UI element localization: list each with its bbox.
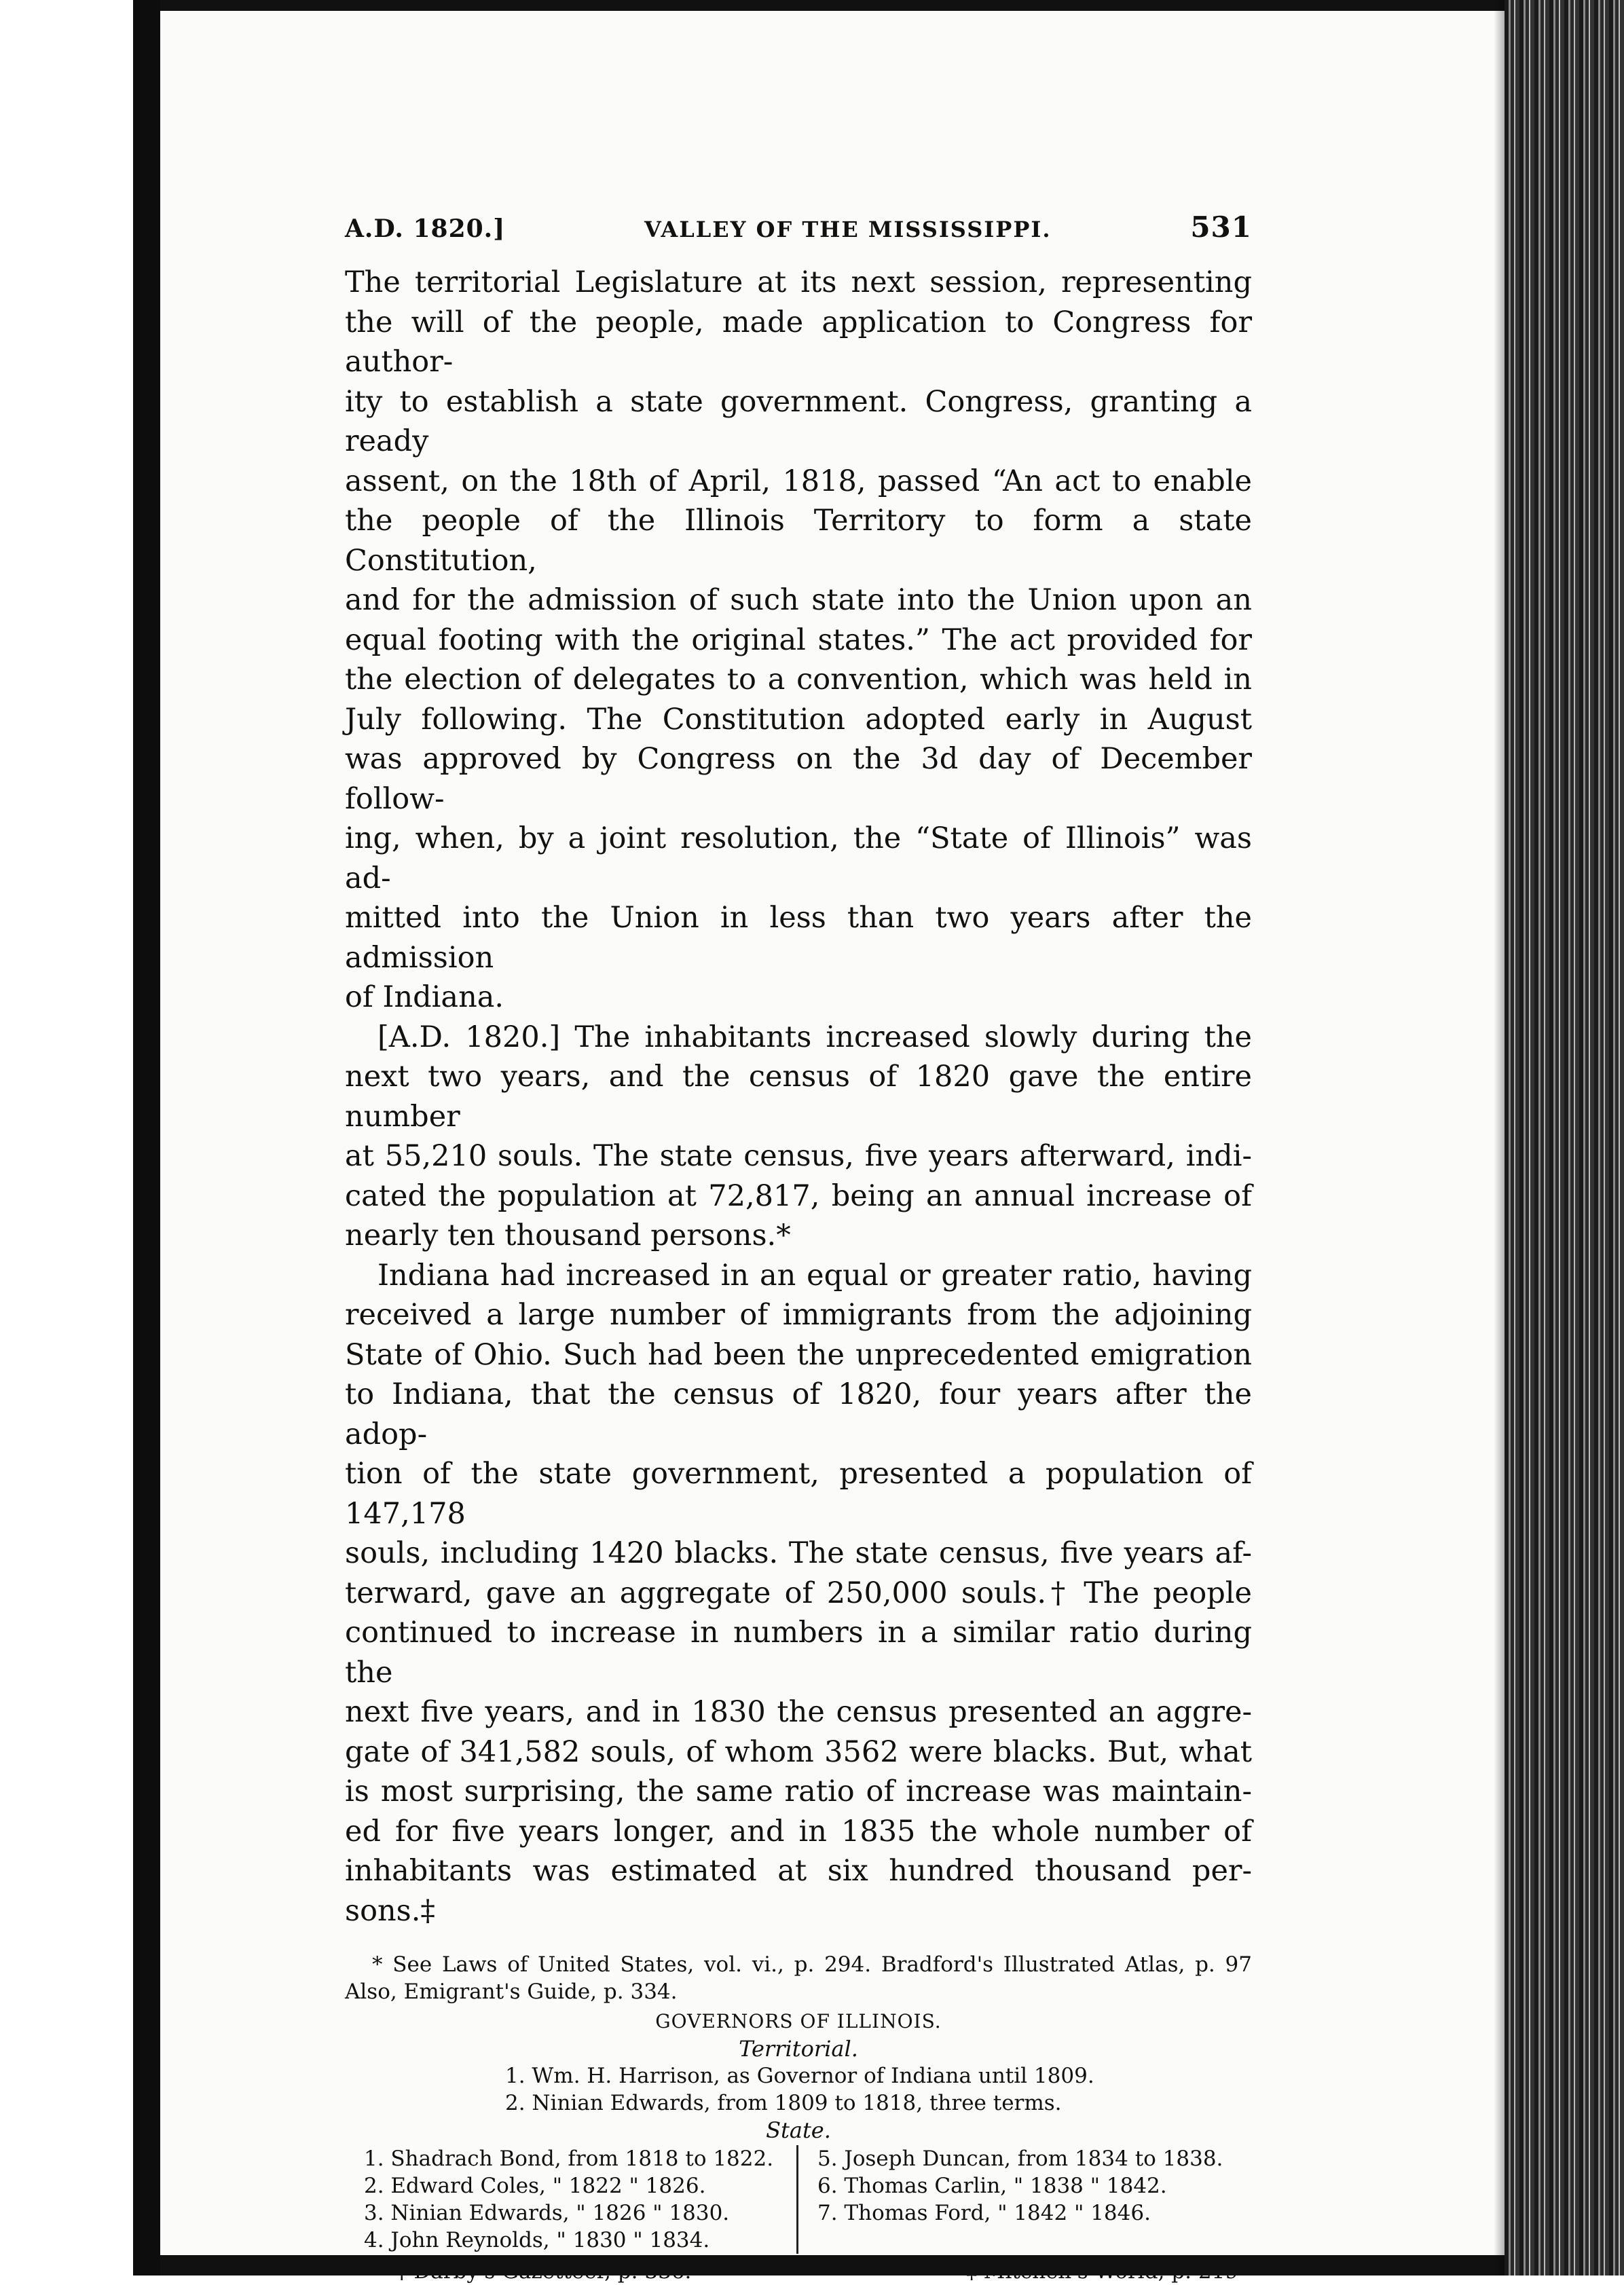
running-head-title: VALLEY OF THE MISSISSIPPI.	[644, 217, 1052, 242]
state-governors-right-column	[798, 2145, 1252, 2254]
text-line: continued to increase in numbers in a similar ratio during the	[345, 1616, 1252, 1690]
paragraph-2	[345, 1018, 1252, 1256]
running-head	[345, 210, 1252, 244]
page-number: 531	[1190, 210, 1252, 244]
text-line: sons.‡	[345, 1893, 435, 1928]
state-governor: 2. Edward Coles, " 1822 " 1826.	[364, 2174, 706, 2198]
state-governors-left-column	[345, 2145, 798, 2254]
text-line: and for the admission of such state into the Union upon an	[345, 583, 1252, 617]
state-governor: 4. John Reynolds, " 1830 " 1834.	[364, 2228, 710, 2252]
text-line: at 55,210 souls. The state census, five years afterward, indi-	[345, 1139, 1252, 1173]
facing-page-edge	[0, 0, 135, 2275]
paragraph-3	[345, 1256, 1252, 1931]
state-governor: 1. Shadrach Bond, from 1818 to 1822.	[364, 2147, 774, 2171]
text-line: of Indiana.	[345, 980, 504, 1014]
state-governors-table	[345, 2145, 1252, 2254]
text-line: State of Ohio. Such had been the unprecedented emigration	[345, 1337, 1252, 1372]
governors-heading: GOVERNORS OF ILLINOIS.	[655, 2010, 942, 2032]
state-governor: 3. Ninian Edwards, " 1826 " 1830.	[364, 2201, 730, 2225]
footnote-star-continued: Also, Emigrant's Guide, p. 334.	[345, 1980, 678, 2004]
text-line: the will of the people, made application to Congress for author-	[345, 305, 1252, 379]
text-line: cated the population at 72,817, being an annual increase of	[345, 1178, 1252, 1213]
state-governor: 6. Thomas Carlin, " 1838 " 1842.	[817, 2174, 1167, 2198]
text-line: next two years, and the census of 1820 gave the entire number	[345, 1060, 1252, 1134]
text-line: assent, on the 18th of April, 1818, passed “An act to enable	[345, 464, 1252, 498]
text-line: nearly ten thousand persons.*	[345, 1219, 791, 1252]
text-line: gate of 341,582 souls, of whom 3562 were blacks. But, what	[345, 1734, 1252, 1769]
state-governor: 5. Joseph Duncan, from 1834 to 1838.	[817, 2147, 1223, 2171]
footnote-double-dagger: ‡ Mitchell's World, p. 219	[966, 2259, 1238, 2284]
paragraph-1	[345, 263, 1252, 1018]
text-line: tion of the state government, presented a population of 147,178	[345, 1457, 1252, 1531]
text-line: terward, gave an aggregate of 250,000 souls.† The people	[345, 1576, 1252, 1610]
text-line: ing, when, by a joint resolution, the “State of Illinois” was ad-	[345, 821, 1252, 895]
text-line: mitted into the Union in less than two years after the admission	[345, 901, 1252, 975]
state-label: State.	[766, 2117, 831, 2143]
territorial-governor: 2. Ninian Edwards, from 1809 to 1818, three terms.	[505, 2091, 1062, 2115]
state-governor: 7. Thomas Ford, " 1842 " 1846.	[817, 2201, 1151, 2225]
footnote-dagger: † Darby's Gazetteer, p. 336.	[396, 2259, 692, 2284]
page-text	[345, 210, 1252, 2285]
text-line: souls, including 1420 blacks. The state census, five years af-	[345, 1536, 1252, 1570]
text-line: The territorial Legislature at its next session, representing	[345, 265, 1252, 299]
text-line: [A.D. 1820.] The inhabitants increased slowly during the	[377, 1020, 1252, 1054]
text-line: to Indiana, that the census of 1820, four years after the adop-	[345, 1377, 1252, 1451]
text-line: was approved by Congress on the 3d day of December follow-	[345, 742, 1252, 816]
text-line: received a large number of immigrants from the adjoining	[345, 1298, 1252, 1332]
running-head-date: A.D. 1820.]	[345, 215, 506, 243]
text-line: the people of the Illinois Territory to form a state Constitution,	[345, 504, 1252, 578]
text-line: July following. The Constitution adopted early in August	[345, 702, 1252, 737]
page-stack-edges	[1505, 0, 1624, 2275]
text-line: inhabitants was estimated at six hundred thousand per-	[345, 1854, 1252, 1888]
footnotes	[345, 1951, 1252, 2285]
text-line: ed for five years longer, and in 1835 the whole number of	[345, 1814, 1252, 1849]
text-line: ity to establish a state government. Congress, granting a ready	[345, 384, 1252, 458]
text-line: equal footing with the original states.” The act provided for	[345, 623, 1252, 657]
footnote-dagger-row	[345, 2258, 1252, 2285]
text-line: next five years, and in 1830 the census presented an aggre-	[345, 1695, 1252, 1729]
body-text	[345, 263, 1252, 1931]
book-gutter	[133, 0, 160, 2275]
territorial-governor: 1. Wm. H. Harrison, as Governor of Indiana until 1809.	[505, 2064, 1094, 2088]
scan-top-border	[160, 0, 1505, 11]
text-line: Indiana had increased in an equal or greater ratio, having	[377, 1258, 1252, 1293]
text-line: the election of delegates to a convention, which was held in	[345, 663, 1252, 696]
text-line: is most surprising, the same ratio of increase was maintain-	[345, 1775, 1252, 1808]
footnote-star: * See Laws of United States, vol. vi., p. 294. Bradford's Illustrated Atlas, p. 97	[372, 1952, 1252, 1977]
territorial-label: Territorial.	[739, 2036, 858, 2062]
